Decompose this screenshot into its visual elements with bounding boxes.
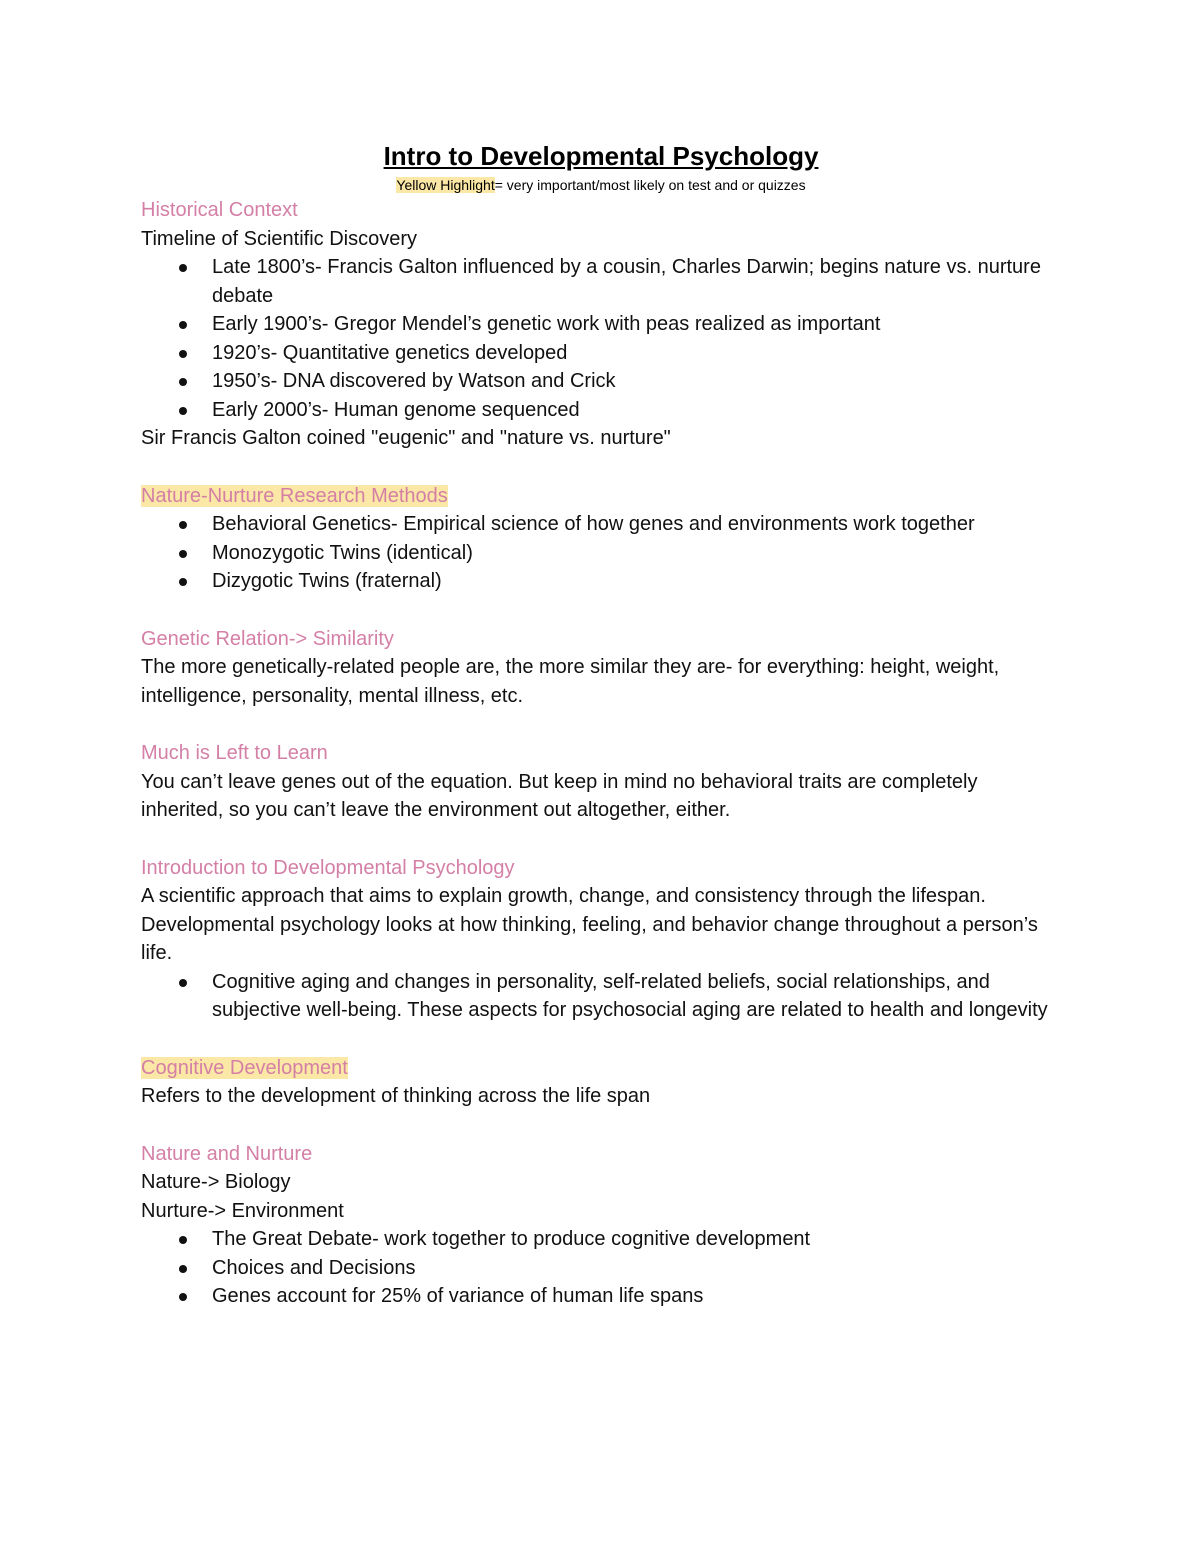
section-left-to-learn xyxy=(141,739,1061,825)
section-heading: Historical Context xyxy=(141,199,298,221)
list-item: Behavioral Genetics- Empirical science of how genes and environments work together xyxy=(141,510,1061,539)
bullet-list xyxy=(141,253,1061,424)
legend-description: = very important/most likely on test and or quizzes xyxy=(494,177,806,193)
document-page xyxy=(141,138,1061,1311)
list-item: 1950’s- DNA discovered by Watson and Crick xyxy=(141,367,1061,396)
nature-line: Nature-> Biology xyxy=(141,1171,291,1193)
section-heading: Genetic Relation-> Similarity xyxy=(141,627,394,650)
bullet-icon xyxy=(179,321,187,329)
bullet-list xyxy=(141,968,1061,1025)
bullet-icon xyxy=(179,1265,187,1273)
list-item: Early 2000’s- Human genome sequenced xyxy=(141,396,1061,425)
list-item: 1920’s- Quantitative genetics developed xyxy=(141,339,1061,368)
section-body-text: A scientific approach that aims to explain growth, change, and consistency through the lifespan. Developmental psychology looks at how thinking, feeling, and behavior change throughout a person’s life. xyxy=(141,885,1038,964)
bullet-icon xyxy=(179,264,187,272)
bullet-icon xyxy=(179,1236,187,1244)
section-body-text: Refers to the development of thinking across the life span xyxy=(141,1085,651,1107)
bullet-icon xyxy=(179,521,187,529)
section-historical-context xyxy=(141,196,1061,453)
section-footer-text: Sir Francis Galton coined "eugenic" and "nature vs. nurture" xyxy=(141,427,671,449)
list-item: Late 1800’s- Francis Galton influenced by a cousin, Charles Darwin; begins nature vs. nurture debate xyxy=(141,253,1061,310)
list-item: Genes account for 25% of variance of human life spans xyxy=(141,1282,1061,1311)
section-subheading: Timeline of Scientific Discovery xyxy=(141,227,418,250)
list-item: The Great Debate- work together to produce cognitive development xyxy=(141,1225,1061,1254)
bullet-icon xyxy=(179,979,187,987)
bullet-icon xyxy=(179,407,187,415)
section-intro-developmental xyxy=(141,854,1061,1025)
list-item: Dizygotic Twins (fraternal) xyxy=(141,567,1061,596)
bullet-icon xyxy=(179,578,187,586)
legend-highlight-label: Yellow Highlight xyxy=(396,177,495,193)
list-item: Monozygotic Twins (identical) xyxy=(141,539,1061,568)
section-heading: Cognitive Development xyxy=(141,1056,348,1079)
list-item: Cognitive aging and changes in personality, self-related beliefs, social relationships, and subjective well-being. These aspects for psychosocial aging are related to health and longevity xyxy=(141,968,1061,1025)
list-item: Early 1900’s- Gregor Mendel’s genetic work with peas realized as important xyxy=(141,310,1061,339)
bullet-icon xyxy=(179,378,187,386)
nurture-line: Nurture-> Environment xyxy=(141,1199,344,1222)
section-heading: Much is Left to Learn xyxy=(141,742,328,764)
bullet-list xyxy=(141,510,1061,596)
document-title: Intro to Developmental Psychology xyxy=(383,141,819,171)
list-item: Choices and Decisions xyxy=(141,1254,1061,1283)
section-research-methods xyxy=(141,482,1061,596)
section-heading: Nature-Nurture Research Methods xyxy=(141,484,448,507)
bullet-icon xyxy=(179,350,187,358)
section-heading: Nature and Nurture xyxy=(141,1142,313,1165)
section-body-text: You can’t leave genes out of the equation. But keep in mind no behavioral traits are completely inherited, so you can’t leave the environment out altogether, either. xyxy=(141,770,978,821)
bullet-icon xyxy=(179,550,187,558)
highlight-legend xyxy=(141,174,1061,196)
bullet-icon xyxy=(179,1293,187,1301)
section-genetic-relation xyxy=(141,625,1061,711)
section-heading: Introduction to Developmental Psychology xyxy=(141,856,515,879)
section-cognitive-development xyxy=(141,1054,1061,1111)
bullet-list xyxy=(141,1225,1061,1311)
section-body-text: The more genetically-related people are, the more similar they are- for everything: height, weight, intelligence, personality, mental illness, etc. xyxy=(141,656,1000,707)
section-nature-nurture xyxy=(141,1140,1061,1311)
